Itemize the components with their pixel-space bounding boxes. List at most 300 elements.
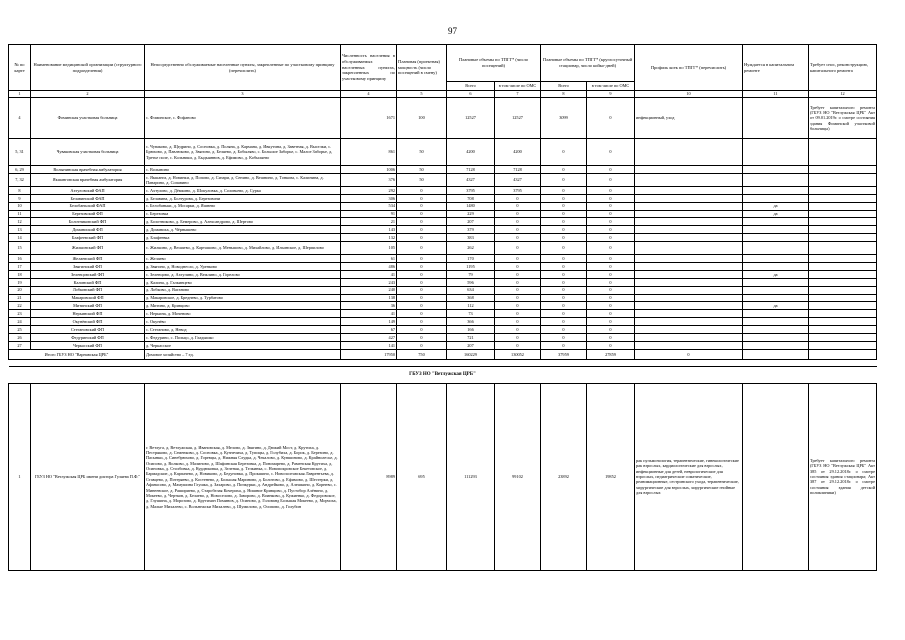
cell-name: Стегановский ФП: [31, 326, 145, 334]
cell-note: Требует капитального ремонта (ГБУЗ НО "Ветлужская ЦРБ" Акт 385 от 29.12.2018г. о смотре состояния здания стационара; Акт 387 от 29.12.2018г. о смотре состояния здания детской поликлиники): [809, 383, 877, 570]
header-capacity: Плановая (проектная) мощность (число посещений в смену): [397, 45, 447, 91]
cell-profile: [635, 302, 743, 310]
cell-cap: 0: [397, 286, 447, 294]
cell-v8: 0: [541, 294, 587, 302]
cell-places: с. Федурино, с. Польцо, д. Гладышко: [145, 334, 341, 342]
header-visits: Плановые объемы по ТПГГ* (число посещений): [447, 45, 541, 82]
cell-v6: 368: [447, 294, 495, 302]
cell-no: 9: [9, 194, 31, 202]
cell-no: 21: [9, 294, 31, 302]
cell-v6: 596: [447, 278, 495, 286]
cell-v9: 0: [587, 278, 635, 286]
cell-v9: 0: [587, 98, 635, 139]
cell-pop: 138: [341, 294, 397, 302]
cell-no: 23: [9, 310, 31, 318]
table-row: [9, 226, 877, 234]
cell-profile: [635, 139, 743, 166]
cell-pop: 61: [341, 255, 397, 263]
cell-no: 17: [9, 263, 31, 271]
cell-v6: 7128: [447, 166, 495, 174]
cell-cap: 50: [397, 173, 447, 186]
cell-cap: 0: [397, 186, 447, 194]
cell-profile: [635, 310, 743, 318]
cell-profile: [635, 294, 743, 302]
cell-pop: 132: [341, 234, 397, 242]
cell-name: Чуваковская участковая больница: [31, 139, 145, 166]
cell-repair: [743, 294, 809, 302]
cell-v9: 19852: [587, 383, 635, 570]
cell-v9: 0: [587, 294, 635, 302]
cell-note: [809, 173, 877, 186]
cell-note: [809, 294, 877, 302]
cell-no: 24: [9, 318, 31, 326]
table-header-row: [9, 45, 877, 82]
cell-repair: да: [743, 202, 809, 210]
cell-cap: 0: [397, 226, 447, 234]
cell-v9: 0: [587, 242, 635, 255]
cell-cap: 0: [397, 294, 447, 302]
cell-places: с. Жилкино, д. Вешаево, д. Карташово, д. Меньшово, д. Михайлово, д. Ильинское, д. Шерпилово: [145, 242, 341, 255]
cell-profile: [635, 210, 743, 218]
cell-v7: 0: [495, 326, 541, 334]
cell-v7: 0: [495, 202, 541, 210]
cell-v7: 0: [495, 242, 541, 255]
total-places: Домовое хозяйство – 7 ед.: [145, 349, 341, 359]
cell-pop: 67: [341, 326, 397, 334]
cell-note: [809, 139, 877, 166]
cell-repair: [743, 194, 809, 202]
cell-v9: 0: [587, 210, 635, 218]
cell-repair: [743, 334, 809, 342]
cell-repair: [743, 218, 809, 226]
cell-name: Митинский ФП: [31, 302, 145, 310]
table-row: [9, 278, 877, 286]
cell-v7: 0: [495, 286, 541, 294]
cell-places: с. Стеганово, д. Невод: [145, 326, 341, 334]
cell-profile: [635, 263, 743, 271]
cell-cap: 0: [397, 278, 447, 286]
cell-repair: [743, 226, 809, 234]
cell-no: 13: [9, 226, 31, 234]
cell-pop: 376: [341, 173, 397, 186]
cell-cap: 0: [397, 263, 447, 271]
cell-name: Макаровский ФП: [31, 294, 145, 302]
cell-repair: [743, 318, 809, 326]
cell-note: [809, 202, 877, 210]
cell-cap: 0: [397, 255, 447, 263]
cell-note: [809, 278, 877, 286]
cell-v8: 0: [541, 139, 587, 166]
cell-no: 7, 32: [9, 173, 31, 186]
cell-note: [809, 234, 877, 242]
cell-v6: 634: [447, 286, 495, 294]
cell-no: 5, 31: [9, 139, 31, 166]
cell-name: Жилкинский ФП: [31, 242, 145, 255]
cell-cap: 0: [397, 210, 447, 218]
table-row: [9, 310, 877, 318]
cell-name: Нерьинский ФП: [31, 310, 145, 318]
cell-profile: [635, 234, 743, 242]
cell-no: 4: [9, 98, 31, 139]
cell-profile: [635, 334, 743, 342]
subheader-total-2: Всего: [541, 82, 587, 91]
cell-v8: 0: [541, 186, 587, 194]
cell-name: Волынинская врачебная амбулатория: [31, 166, 145, 174]
cell-note: [809, 186, 877, 194]
cell-name: Калинский ФП: [31, 278, 145, 286]
subheader-omc: в том числе по ОМС: [495, 82, 541, 91]
cell-v8: 0: [541, 270, 587, 278]
table-row: [9, 202, 877, 210]
cell-repair: [743, 310, 809, 318]
cell-v6: 12527: [447, 98, 495, 139]
table-row: [9, 302, 877, 310]
subheader-omc-2: в том числе по ОМС: [587, 82, 635, 91]
cell-profile: [635, 226, 743, 234]
cell-places: г. Ветлуга, д. Ветлужская, д. Ивановская, д. Мелово, д. Звягино, д. Дюжий Мост, д. Крутиха, д. Пестряково, д. Семенково, д. Сосновка, д. Кузнечиха, д. Тупицы, д. Голубиха, д. Борок, д. Березино, д. Пасынки, д. Синебрюхово, д. Горевцы, д. Нижняя Слудка, д. Чекалово, д. Кувшиново, д. Крайнолесье, д. Осипово, д. Волково, д. Малиново, д. Шафинская Березовка, д. Пономарево, д. Раменская Крутиха, д. Осиновка, д. Столбовка, д. Курдюковка, д. Зеленая, д. Телкинка, с. Новопокровское Бекетовское, д. Бармадские, д. Карпачево, д. Новиково, д. Бедуновка, д. Прокшино, с. Новополтавская Лаврентьева, д. Ставцево, д. Потеряево, д. Костенево, д. Большая Мариново, д. Болотово, д. Ефимово, д. Шестерки, д. Афанасово, д. Мамушина Глушка, д. Захарово, д. Пичкурки, д. Андрейково, д. Алешкино, д. Корнево, с. Минеевское, д. Рашириево, д. Старобелая Кочериха, д. Нишние Кривцово, д. Пустобор Алёнино, д. Мокеево, д. Чертков, д. Белаево, д. Новоселово, д. Заворово, д. Воинково, д. Кужиенко, д. Федоровское, д. Глушина, д. Морозово, д. Крутихин Поминов, д. Осиново, д. Голованд Большая Мокеево, д. Морчоха, д. Малые Михалево, с. Вольнежски Михалево, д. Шумилово, д. Осипово, д. Голубин: [145, 383, 341, 570]
cell-profile: [635, 286, 743, 294]
cell-places: д. Блафеевка: [145, 234, 341, 242]
cell-no: 19: [9, 278, 31, 286]
total-v8: 37959: [541, 349, 587, 359]
cell-profile: [635, 186, 743, 194]
cell-note: [809, 318, 877, 326]
page-number: 97: [448, 26, 457, 36]
cell-v7: 0: [495, 270, 541, 278]
cell-pop: 486: [341, 263, 397, 271]
table-row: [9, 194, 877, 202]
column-number: 11: [743, 91, 809, 98]
cell-v6: 366: [447, 318, 495, 326]
cell-cap: 100: [397, 98, 447, 139]
cell-v9: 0: [587, 263, 635, 271]
cell-cap: 0: [397, 194, 447, 202]
header-beddays: Плановые объемы по ТПГГ* (круглосуточный стационар, число койко-дней): [541, 45, 635, 82]
total-empty: [809, 349, 877, 359]
cell-v6: 79: [447, 270, 495, 278]
cell-note: Требует капитального ремонта (ГБУЗ НО "Ветлужская ЦРБ" Акт от 09.01.2019г. о смотре состояния здания Фоминской участковой больницы): [809, 98, 877, 139]
cell-v9: 0: [587, 302, 635, 310]
cell-repair: [743, 263, 809, 271]
cell-v7: 7128: [495, 166, 541, 174]
cell-v7: 12527: [495, 98, 541, 139]
column-number: 3: [145, 91, 341, 98]
cell-v7: 0: [495, 226, 541, 234]
cell-v9: 0: [587, 173, 635, 186]
total-profile: 0: [635, 349, 743, 359]
cell-repair: да: [743, 270, 809, 278]
cell-profile: рак пульмонология, терапевтические, гинекологические рак взрослых, кардиологические для взрослых, инфекционные для детей, неврологические для взрослых, педиатрические соматические, реанимационные, сестринского ухода, терапевтические, хирургические для взрослых, хирургические гнойные для взрослых: [635, 383, 743, 570]
table-row: [9, 166, 877, 174]
cell-name: Доманиский ФП: [31, 226, 145, 234]
cell-profile: [635, 242, 743, 255]
cell-cap: 0: [397, 270, 447, 278]
cell-no: 12: [9, 218, 31, 226]
cell-note: [809, 255, 877, 263]
table-row: [9, 263, 877, 271]
cell-v6: 383: [447, 234, 495, 242]
cell-v9: 0: [587, 202, 635, 210]
cell-v6: 3795: [447, 186, 495, 194]
cell-v6: 207: [447, 341, 495, 349]
cell-v6: 1480: [447, 202, 495, 210]
cell-name: ГБУЗ НО "Ветлужская ЦРБ имени доктора Гуляева П.Ф.": [31, 383, 145, 570]
cell-note: [809, 166, 877, 174]
cell-profile: [635, 326, 743, 334]
cell-no: 20: [9, 286, 31, 294]
cell-pop: 149: [341, 318, 397, 326]
cell-pop: 240: [341, 286, 397, 294]
table-row: [9, 326, 877, 334]
cell-no: 22: [9, 302, 31, 310]
cell-places: с. Нерьина, д. Моченово: [145, 310, 341, 318]
cell-name: Якшанговская врачебная амбулатория: [31, 173, 145, 186]
cell-v7: 0: [495, 278, 541, 286]
cell-note: [809, 263, 877, 271]
cell-no: 11: [9, 210, 31, 218]
cell-v8: 0: [541, 334, 587, 342]
cell-v6: 73: [447, 310, 495, 318]
cell-no: 27: [9, 341, 31, 349]
column-number: 1: [9, 91, 31, 98]
cell-v6: 379: [447, 226, 495, 234]
cell-v6: 1195: [447, 263, 495, 271]
cell-v9: 0: [587, 270, 635, 278]
cell-no: 10: [9, 202, 31, 210]
cell-no: 25: [9, 326, 31, 334]
cell-v6: 229: [447, 210, 495, 218]
cell-pop: 41: [341, 310, 397, 318]
cell-v7: 4200: [495, 139, 541, 166]
cell-v8: 0: [541, 202, 587, 210]
cell-pop: 21: [341, 218, 397, 226]
cell-places: с. Зеленцово, д. Ахтулино, д. Вежлино, д. Горелово: [145, 270, 341, 278]
cell-places: с. Фоминское, с. Фофаново: [145, 98, 341, 139]
cell-name: Ахтуловский ФАП: [31, 186, 145, 194]
cell-note: [809, 286, 877, 294]
cell-repair: [743, 98, 809, 139]
cell-cap: 0: [397, 326, 447, 334]
cell-v7: 0: [495, 302, 541, 310]
cell-places: д. Митино, д. Кривцово: [145, 302, 341, 310]
table-row: [9, 242, 877, 255]
cell-v7: 0: [495, 255, 541, 263]
cell-repair: [743, 234, 809, 242]
cell-note: [809, 210, 877, 218]
cell-cap: 0: [397, 242, 447, 255]
medical-organizations-table: [8, 44, 877, 571]
cell-name: Березовский ФП: [31, 210, 145, 218]
cell-profile: [635, 255, 743, 263]
total-empty: [743, 349, 809, 359]
cell-v8: 0: [541, 234, 587, 242]
cell-places: д. Белавина, д. Болтурова, д. Березовичи: [145, 194, 341, 202]
table-row: [9, 186, 877, 194]
cell-profile: [635, 194, 743, 202]
cell-v8: 3099: [541, 98, 587, 139]
cell-repair: да: [743, 210, 809, 218]
cell-v8: 0: [541, 255, 587, 263]
cell-places: д. Болотниково, д. Бемерово, д. Александрово, д. Шертово: [145, 218, 341, 226]
cell-cap: 50: [397, 166, 447, 174]
cell-pop: 36: [341, 302, 397, 310]
header-org: Наименование медицинской организации (структурного подразделения): [31, 45, 145, 91]
cell-places: д. Калина, д. Галкинцево: [145, 278, 341, 286]
cell-v7: 0: [495, 341, 541, 349]
cell-v9: 0: [587, 218, 635, 226]
column-number: 12: [809, 91, 877, 98]
cell-places: с. Волынино: [145, 166, 341, 174]
total-row: [9, 349, 877, 359]
cell-profile: [635, 173, 743, 186]
cell-v9: 0: [587, 139, 635, 166]
total-v7: 130052: [495, 349, 541, 359]
cell-name: Федуринский ФП: [31, 334, 145, 342]
cell-pop: 861: [341, 139, 397, 166]
cell-pop: 243: [341, 278, 397, 286]
cell-name: Черкасский ФП: [31, 341, 145, 349]
section-title: ГБУЗ НО "Ветлужская ЦРБ": [9, 366, 877, 383]
table-row: [9, 334, 877, 342]
cell-v6: 262: [447, 242, 495, 255]
cell-v7: 4327: [495, 173, 541, 186]
cell-v8: 0: [541, 326, 587, 334]
cell-v9: 0: [587, 310, 635, 318]
table-row: [9, 173, 877, 186]
cell-no: 16: [9, 255, 31, 263]
cell-profile: [635, 270, 743, 278]
cell-v8: 0: [541, 263, 587, 271]
total-v6: 160229: [447, 349, 495, 359]
cell-note: [809, 310, 877, 318]
cell-name: Окунёвский ФП: [31, 318, 145, 326]
cell-places: с. Березовка: [145, 210, 341, 218]
cell-v8: 0: [541, 318, 587, 326]
cell-no: 18: [9, 270, 31, 278]
total-v9: 27859: [587, 349, 635, 359]
cell-profile: [635, 341, 743, 349]
cell-v9: 0: [587, 234, 635, 242]
cell-v6: 4327: [447, 173, 495, 186]
column-number: 2: [31, 91, 145, 98]
cell-v7: 0: [495, 218, 541, 226]
cell-v9: 0: [587, 255, 635, 263]
cell-pop: 143: [341, 226, 397, 234]
cell-v6: 4200: [447, 139, 495, 166]
cell-places: д. Черкасское: [145, 341, 341, 349]
cell-v7: 0: [495, 263, 541, 271]
cell-places: с. Ахтулово, д. Дёмкино, д. Шокуловка, д. Соловьево, д. Сурка: [145, 186, 341, 194]
cell-places: с. Якшанга, д. Новинки, д. Попово, д. Сизари, д. Сенино, д. Вешнино, д. Тонкова, с. Калинина, д. Панарино, д. Сопавино: [145, 173, 341, 186]
cell-repair: [743, 278, 809, 286]
cell-v8: 0: [541, 210, 587, 218]
cell-name: Зеленцовский ФП: [31, 270, 145, 278]
cell-pop: 427: [341, 334, 397, 342]
cell-cap: 50: [397, 139, 447, 166]
cell-v9: 0: [587, 166, 635, 174]
cell-places: д. Звягино, д. Новоднесло, д. Уренково: [145, 263, 341, 271]
cell-places: д. Лобково, д. Ваганово: [145, 286, 341, 294]
cell-profile: [635, 166, 743, 174]
cell-note: [809, 270, 877, 278]
header-number: № по карте: [9, 45, 31, 91]
column-number: 6: [447, 91, 495, 98]
table-row: [9, 234, 877, 242]
cell-cap: 0: [397, 310, 447, 318]
cell-note: [809, 194, 877, 202]
column-number: 5: [397, 91, 447, 98]
cell-v9: 0: [587, 226, 635, 234]
cell-v6: 166: [447, 326, 495, 334]
cell-repair: [743, 326, 809, 334]
cell-v8: 23892: [541, 383, 587, 570]
cell-places: д. Макаровское, д. Бреднево, д. Турбатово: [145, 294, 341, 302]
cell-v7: 0: [495, 310, 541, 318]
cell-v8: 0: [541, 218, 587, 226]
column-number: 10: [635, 91, 743, 98]
cell-note: [809, 242, 877, 255]
table-row: [9, 98, 877, 139]
table-row: [9, 255, 877, 263]
total-pop: 17950: [341, 349, 397, 359]
cell-repair: [743, 186, 809, 194]
cell-no: 6, 29: [9, 166, 31, 174]
header-profile: Профиль коек по ТПГГ* (перечислить): [635, 45, 743, 91]
table-row: [9, 270, 877, 278]
cell-name: Белобаньский ФАП: [31, 202, 145, 210]
cell-cap: 0: [397, 302, 447, 310]
cell-v7: 0: [495, 234, 541, 242]
cell-repair: [743, 286, 809, 294]
cell-v7: 0: [495, 318, 541, 326]
cell-places: с. Окунёво: [145, 318, 341, 326]
cell-pop: 1671: [341, 98, 397, 139]
cell-v7: 3795: [495, 186, 541, 194]
cell-v6: 708: [447, 194, 495, 202]
cell-name: Фоминская участковая больница: [31, 98, 145, 139]
cell-name: Болотниковский ФП: [31, 218, 145, 226]
column-number: 8: [541, 91, 587, 98]
column-number: 9: [587, 91, 635, 98]
cell-v8: 0: [541, 310, 587, 318]
cell-note: [809, 326, 877, 334]
cell-repair: да: [743, 302, 809, 310]
subheader-total: Всего: [447, 82, 495, 91]
cell-cap: 0: [397, 202, 447, 210]
cell-v9: 0: [587, 318, 635, 326]
header-repair: Нуждается в капитальном ремонте: [743, 45, 809, 91]
header-places: Непосредственно обслуживаемые населенные пункты, закрепленные по участковому принципу (перечислить): [145, 45, 341, 91]
cell-v8: 0: [541, 302, 587, 310]
cell-no: 14: [9, 234, 31, 242]
spacer-row: [9, 359, 877, 366]
cell-cap: 0: [397, 341, 447, 349]
cell-repair: [743, 139, 809, 166]
cell-no: 8: [9, 186, 31, 194]
cell-v9: 0: [587, 341, 635, 349]
table-row: [9, 286, 877, 294]
cell-pop: 534: [341, 202, 397, 210]
cell-note: [809, 218, 877, 226]
cell-cap: 695: [397, 383, 447, 570]
table-row: [9, 341, 877, 349]
table-row: [9, 294, 877, 302]
cell-v8: 0: [541, 226, 587, 234]
cell-v6: 721: [447, 334, 495, 342]
cell-repair: [743, 383, 809, 570]
cell-v9: 0: [587, 326, 635, 334]
table-row: [9, 210, 877, 218]
